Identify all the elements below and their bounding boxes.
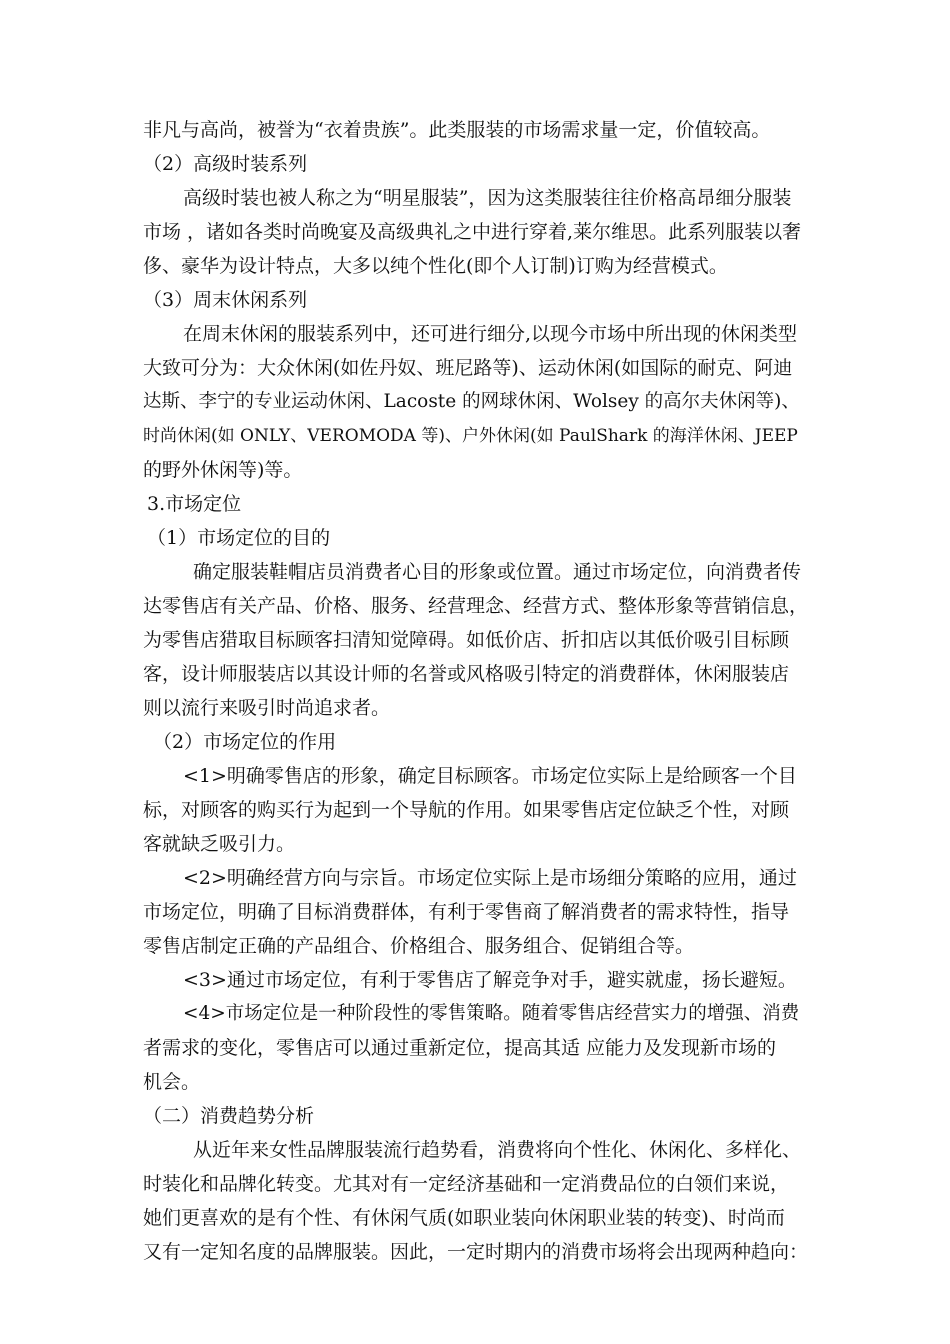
paragraph-first-line: 从近年来女性品牌服装流行趋势看，消费将向个性化、休闲化、多样化、 xyxy=(193,1139,802,1161)
paragraph-first-line: <3>通过市场定位，有利于零售店了解竞争对手，避实就虚，扬长避短。 xyxy=(183,969,797,991)
body-text-line: 者需求的变化，零售店可以通过重新定位，提高其适 应能力及发现新市场的 xyxy=(143,1037,777,1059)
body-text-line: 客就缺乏吸引力。 xyxy=(143,833,296,855)
body-text-line: 客，设计师服装店以其设计师的名誉或风格吸引特定的消费群体，休闲服装店 xyxy=(143,663,790,685)
paragraph-first-line: 在周末休闲的服装系列中，还可进行细分,以现今市场中所出现的休闲类型 xyxy=(183,323,798,345)
section-heading: 3.市场定位 xyxy=(147,493,242,515)
body-text-line: 标，对顾客的购买行为起到一个导航的作用。如果零售店定位缺乏个性，对顾 xyxy=(143,799,790,821)
body-text-line: 侈、豪华为设计特点，大多以纯个性化(即个人订制)订购为经营模式。 xyxy=(143,255,728,277)
body-text-line: 达零售店有关产品、价格、服务、经营理念、经营方式、整体形象等营销信息， xyxy=(143,595,809,617)
section-heading: （2）高级时装系列 xyxy=(143,153,308,175)
paragraph-first-line: <1>明确零售店的形象，确定目标顾客。市场定位实际上是给顾客一个目 xyxy=(183,765,797,787)
body-text-line: 市场定位，明确了目标消费群体，有利于零售商了解消费者的需求特性，指导 xyxy=(143,901,790,923)
body-text-line: 市场 ，诸如各类时尚晚宴及高级典礼之中进行穿着,莱尔维思。此系列服装以奢 xyxy=(143,221,802,243)
body-text-line: 又有一定知名度的品牌服装。因此，一定时期内的消费市场将会出现两种趋向： xyxy=(143,1241,809,1263)
body-text-line: 为零售店猎取目标顾客扫清知觉障碍。如低价店、折扣店以其低价吸引目标顾 xyxy=(143,629,790,651)
body-text-line: 她们更喜欢的是有个性、有休闲气质(如职业装向休闲职业装的转变)、时尚而 xyxy=(143,1207,785,1229)
paragraph-first-line: 高级时装也被人称之为“明星服装”，因为这类服装往往价格高昂细分服装 xyxy=(183,187,792,209)
body-text-line: 零售店制定正确的产品组合、价格组合、服务组合、促销组合等。 xyxy=(143,935,695,957)
body-text-line: 达斯、李宁的专业运动休闲、Lacoste 的网球休闲、Wolsey 的高尔夫休闲等)、 xyxy=(143,391,800,412)
body-text-line: 时尚休闲(如 ONLY、VEROMODA 等)、户外休闲(如 PaulShark 的海洋休闲、JEEP xyxy=(143,426,798,446)
body-text-line: 的野外休闲等)等。 xyxy=(143,459,303,481)
body-text-line: 机会。 xyxy=(143,1071,201,1093)
section-heading: （3）周末休闲系列 xyxy=(143,289,308,311)
paragraph-first-line: <4>市场定位是一种阶段性的零售策略。随着零售店经营实力的增强、消费 xyxy=(183,1003,800,1024)
body-text-line: 非凡与高尚，被誉为“衣着贵族”。此类服装的市场需求量一定，价值较高。 xyxy=(143,119,771,141)
section-heading: （2）市场定位的作用 xyxy=(153,731,337,753)
paragraph-first-line: 确定服装鞋帽店员消费者心目的形象或位置。通过市场定位，向消费者传 xyxy=(193,561,802,583)
paragraph-first-line: <2>明确经营方向与宗旨。市场定位实际上是市场细分策略的应用，通过 xyxy=(183,867,797,889)
body-text-line: 大致可分为：大众休闲(如佐丹奴、班尼路等)、运动休闲(如国际的耐克、阿迪 xyxy=(143,357,793,379)
section-heading: （二）消费趋势分析 xyxy=(143,1105,315,1127)
section-heading: （1）市场定位的目的 xyxy=(147,527,331,549)
body-text-line: 则以流行来吸引时尚追求者。 xyxy=(143,697,391,719)
body-text-line: 时装化和品牌化转变。尤其对有一定经济基础和一定消费品位的白领们来说， xyxy=(143,1173,790,1195)
